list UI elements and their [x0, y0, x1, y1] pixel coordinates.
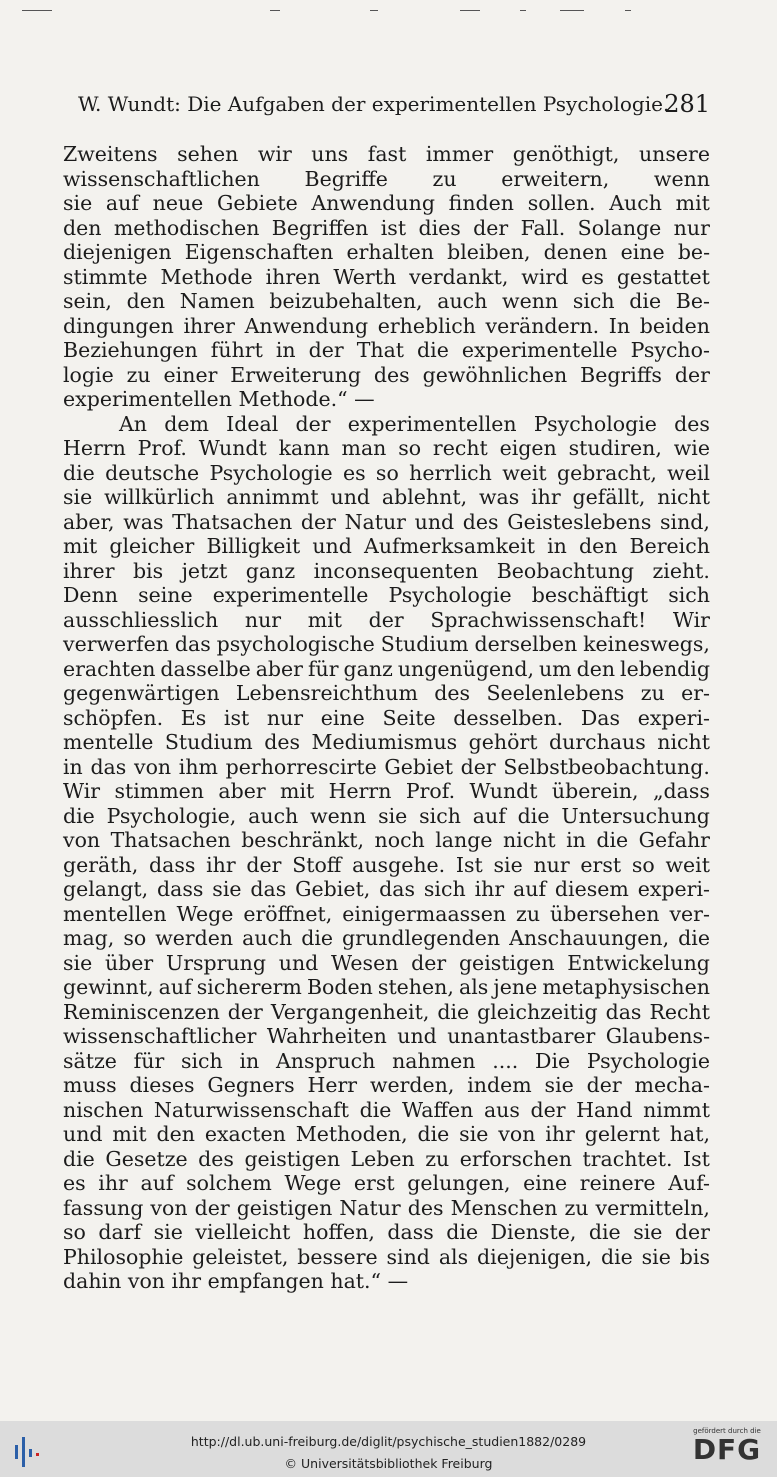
- text-line: mit gleicher Billigkeit und Aufmerksamkeit in den Bereich: [63, 534, 710, 558]
- text-line: und mit den exacten Methoden, die sie von ihr gelernt hat,: [63, 1122, 710, 1146]
- text-line: so darf sie vielleicht hoffen, dass die Dienste, die sie der: [63, 1220, 710, 1244]
- text-line: den methodischen Begriffen ist dies der Fall. Solange nur: [63, 215, 710, 240]
- text-line: gelangt, dass sie das Gebiet, das sich ihr auf diesem experi-: [63, 877, 710, 901]
- text-line: Zweitens sehen wir uns fast immer genöthigt, unsere: [63, 142, 710, 166]
- text-line: wissenschaftlicher Wahrheiten und unantastbarer Glaubens-: [63, 1024, 710, 1048]
- text-line: An dem Ideal der experimentellen Psychologie des: [119, 411, 710, 436]
- text-line: gewinnt, auf sichererm Boden stehen, als jene metaphysischen: [63, 975, 710, 999]
- dfg-logo-icon: [687, 1427, 767, 1465]
- text-line: nischen Naturwissenschaft die Waffen aus der Hand nimmt: [63, 1097, 710, 1122]
- text-line: sätze für sich in Anspruch nahmen .... Die Psychologie: [63, 1048, 710, 1073]
- dfg-logo-text: DFG: [692, 1433, 762, 1466]
- text-line: stimmte Methode ihren Werth verdankt, wird es gestattet: [63, 264, 710, 289]
- text-line: die Psychologie, auch wenn sie sich auf die Untersuchung: [63, 803, 710, 828]
- text-line: sie auf neue Gebiete Anwendung finden sollen. Auch mit: [63, 191, 710, 215]
- text-line: sie über Ursprung und Wesen der geistigen Entwickelung: [63, 950, 710, 975]
- text-line: gegenwärtigen Lebensreichthum des Seelenlebens zu er-: [63, 681, 710, 705]
- dfg-funding-label: gefördert durch die: [693, 1427, 761, 1435]
- text-line: geräth, dass ihr der Stoff ausgehe. Ist sie nur erst so weit: [63, 852, 710, 877]
- text-line: sein, den Namen beizubehalten, auch wenn sich die Be-: [63, 289, 710, 313]
- text-line: mag, so werden auch die grundlegenden Anschauungen, die: [63, 926, 710, 950]
- text-line: die deutsche Psychologie es so herrlich weit gebracht, weil: [63, 460, 710, 485]
- body-text: [63, 142, 710, 1294]
- running-header: [78, 88, 710, 120]
- text-line: die Gesetze des geistigen Leben zu erforschen trachtet. Ist: [63, 1146, 710, 1171]
- text-line: Beziehungen führt in der That die experimentelle Psycho-: [63, 338, 710, 362]
- text-line: Wir stimmen aber mit Herrn Prof. Wundt überein, „dass: [63, 779, 710, 803]
- text-line: sie willkürlich annimmt und ablehnt, was ihr gefällt, nicht: [63, 485, 710, 509]
- text-line: Herrn Prof. Wundt kann man so recht eigen studiren, wie: [63, 436, 710, 460]
- text-line: aber, was Thatsachen der Natur und des Geisteslebens sind,: [63, 509, 710, 534]
- scan-top-edge: [0, 10, 777, 13]
- text-line: wissenschaftlichen Begriffe zu erweitern, wenn: [63, 166, 710, 191]
- text-line: ihrer bis jetzt ganz inconsequenten Beobachtung zieht.: [63, 558, 710, 583]
- source-url[interactable]: http://dl.ub.uni-freiburg.de/diglit/psychische_studien1882/0289: [190, 1434, 587, 1449]
- running-title: W. Wundt: Die Aufgaben der experimentellen Psychologie.: [78, 92, 670, 116]
- text-line: Reminiscenzen der Vergangenheit, die gleichzeitig das Recht: [63, 999, 710, 1024]
- text-line: dahin von ihr empfangen hat.“ —: [63, 1269, 409, 1293]
- page-number: 281: [664, 90, 710, 118]
- text-line: dingungen ihrer Anwendung erheblich verändern. In beiden: [63, 313, 710, 338]
- text-line: schöpfen. Es ist nur eine Seite desselben. Das experi-: [63, 705, 710, 730]
- text-line: Philosophie geleistet, bessere sind als diejenigen, die sie bis: [63, 1244, 710, 1269]
- text-line: von Thatsachen beschränkt, noch lange nicht in die Gefahr: [63, 828, 710, 852]
- text-line: muss dieses Gegners Herr werden, indem sie der mecha-: [63, 1073, 710, 1097]
- text-line: logie zu einer Erweiterung des gewöhnlichen Begriffs der: [63, 362, 710, 387]
- copyright-notice: © Universitätsbibliothek Freiburg: [284, 1456, 493, 1471]
- footer-bar: [0, 1421, 777, 1477]
- text-line: diejenigen Eigenschaften erhalten bleiben, denen eine be-: [63, 240, 710, 264]
- text-line: in das von ihm perhorrescirte Gebiet der Selbstbeobachtung.: [63, 754, 710, 779]
- text-line: mentellen Wege eröffnet, einigermaassen zu übersehen ver-: [63, 901, 710, 926]
- text-line: fassung von der geistigen Natur des Menschen zu vermitteln,: [63, 1195, 710, 1220]
- text-line: experimentellen Methode.“ —: [63, 387, 375, 411]
- text-line: es ihr auf solchem Wege erst gelungen, eine reinere Auf-: [63, 1171, 710, 1195]
- text-line: ausschliesslich nur mit der Sprachwissenschaft! Wir: [63, 607, 710, 632]
- text-line: verwerfen das psychologische Studium derselben keineswegs,: [63, 632, 710, 656]
- text-line: Denn seine experimentelle Psychologie beschäftigt sich: [63, 583, 710, 607]
- text-line: erachten dasselbe aber für ganz ungenügend, um den lebendig: [63, 656, 710, 681]
- text-line: mentelle Studium des Mediumismus gehört durchaus nicht: [63, 730, 710, 754]
